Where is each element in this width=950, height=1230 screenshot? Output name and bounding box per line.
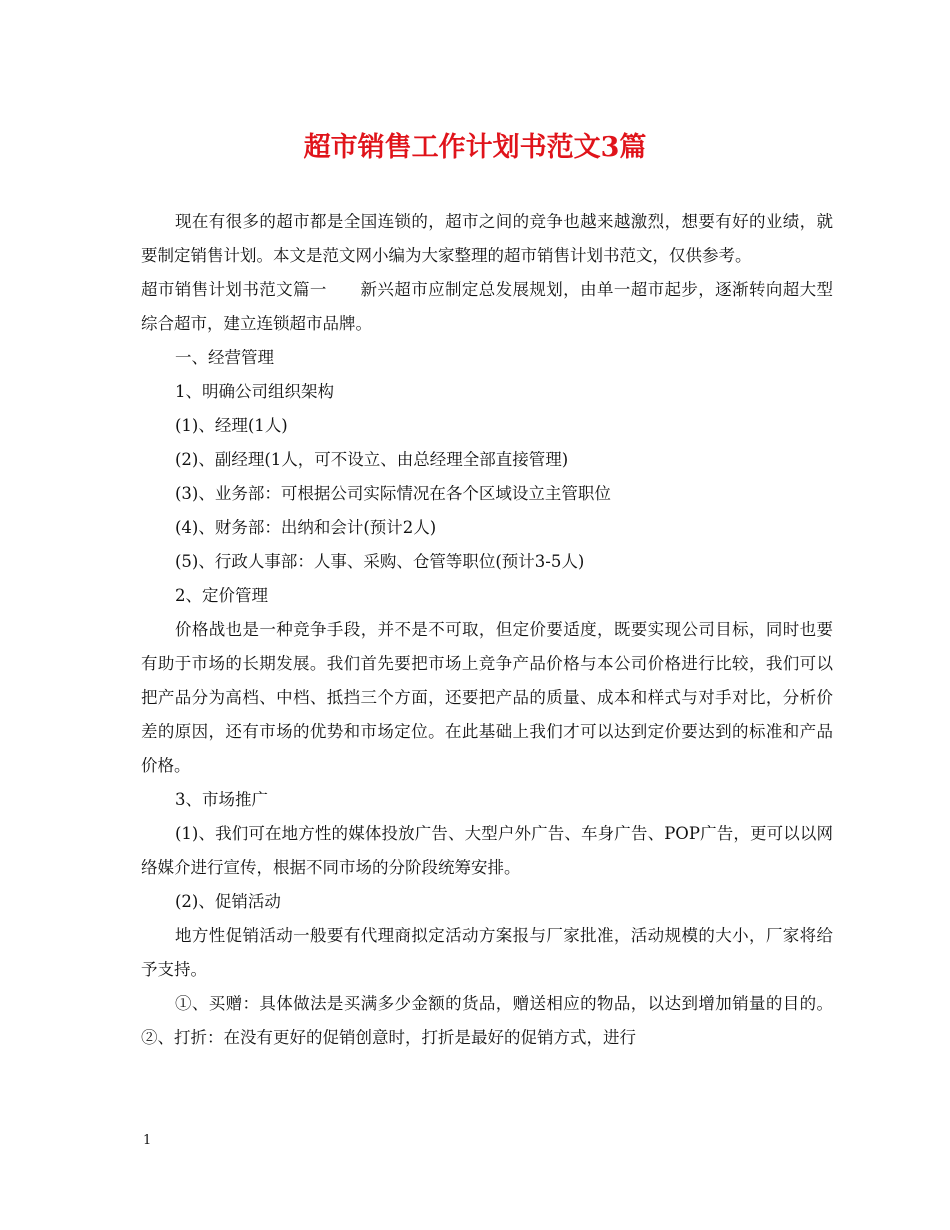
paragraph: (2)、副经理(1人，可不设立、由总经理全部直接管理) xyxy=(175,450,569,469)
page-title: 超市销售工作计划书范文3篇 xyxy=(303,132,647,163)
paragraph: 超市销售计划书范文篇一 新兴超市应制定总发展规划，由单一超市起步，逐渐转向超大型综合超市，建立连锁超市品牌。 xyxy=(141,280,833,333)
paragraph: (5)、行政人事部：人事、采购、仓管等职位(预计3-5人) xyxy=(175,552,585,571)
document-body xyxy=(141,205,833,1055)
paragraph: (3)、业务部：可根据公司实际情况在各个区域设立主管职位 xyxy=(175,484,611,503)
paragraph: 一、经营管理 xyxy=(175,348,274,367)
page-number: 1 xyxy=(143,1133,152,1148)
paragraph: (1)、我们可在地方性的媒体投放广告、大型户外广告、车身广告、POP广告，更可以以网络媒介进行宣传，根据不同市场的分阶段统筹安排。 xyxy=(141,824,833,877)
paragraph: 地方性促销活动一般要有代理商拟定活动方案报与厂家批准，活动规模的大小，厂家将给予支持。 xyxy=(141,926,833,979)
paragraph: 价格战也是一种竞争手段，并不是不可取，但定价要适度，既要实现公司目标，同时也要有助于市场的长期发展。我们首先要把市场上竞争产品价格与本公司价格进行比较，我们可以把产品分为高档、中档、抵挡三个方面，还要把产品的质量、成本和样式与对手对比，分析价差的原因，还有市场的优势和市场定位。在此基础上我们才可以达到定价要达到的标准和产品价格。 xyxy=(141,620,833,775)
paragraph: (2)、促销活动 xyxy=(175,892,281,911)
paragraph: 2、定价管理 xyxy=(175,586,268,605)
paragraph: 3、市场推广 xyxy=(175,790,268,809)
paragraph: 现在有很多的超市都是全国连锁的，超市之间的竞争也越来越激烈，想要有好的业绩，就要制定销售计划。本文是范文网小编为大家整理的超市销售计划书范文，仅供参考。 xyxy=(141,212,833,265)
paragraph: 1、明确公司组织架构 xyxy=(175,382,334,401)
paragraph: (1)、经理(1人) xyxy=(175,416,288,435)
paragraph: ①、买赠：具体做法是买满多少金额的货品，赠送相应的物品，以达到增加销量的目的。 ②、打折：在没有更好的促销创意时，打折是最好的促销方式，进行 xyxy=(141,994,833,1047)
paragraph: (4)、财务部：出纳和会计(预计2人) xyxy=(175,518,437,537)
